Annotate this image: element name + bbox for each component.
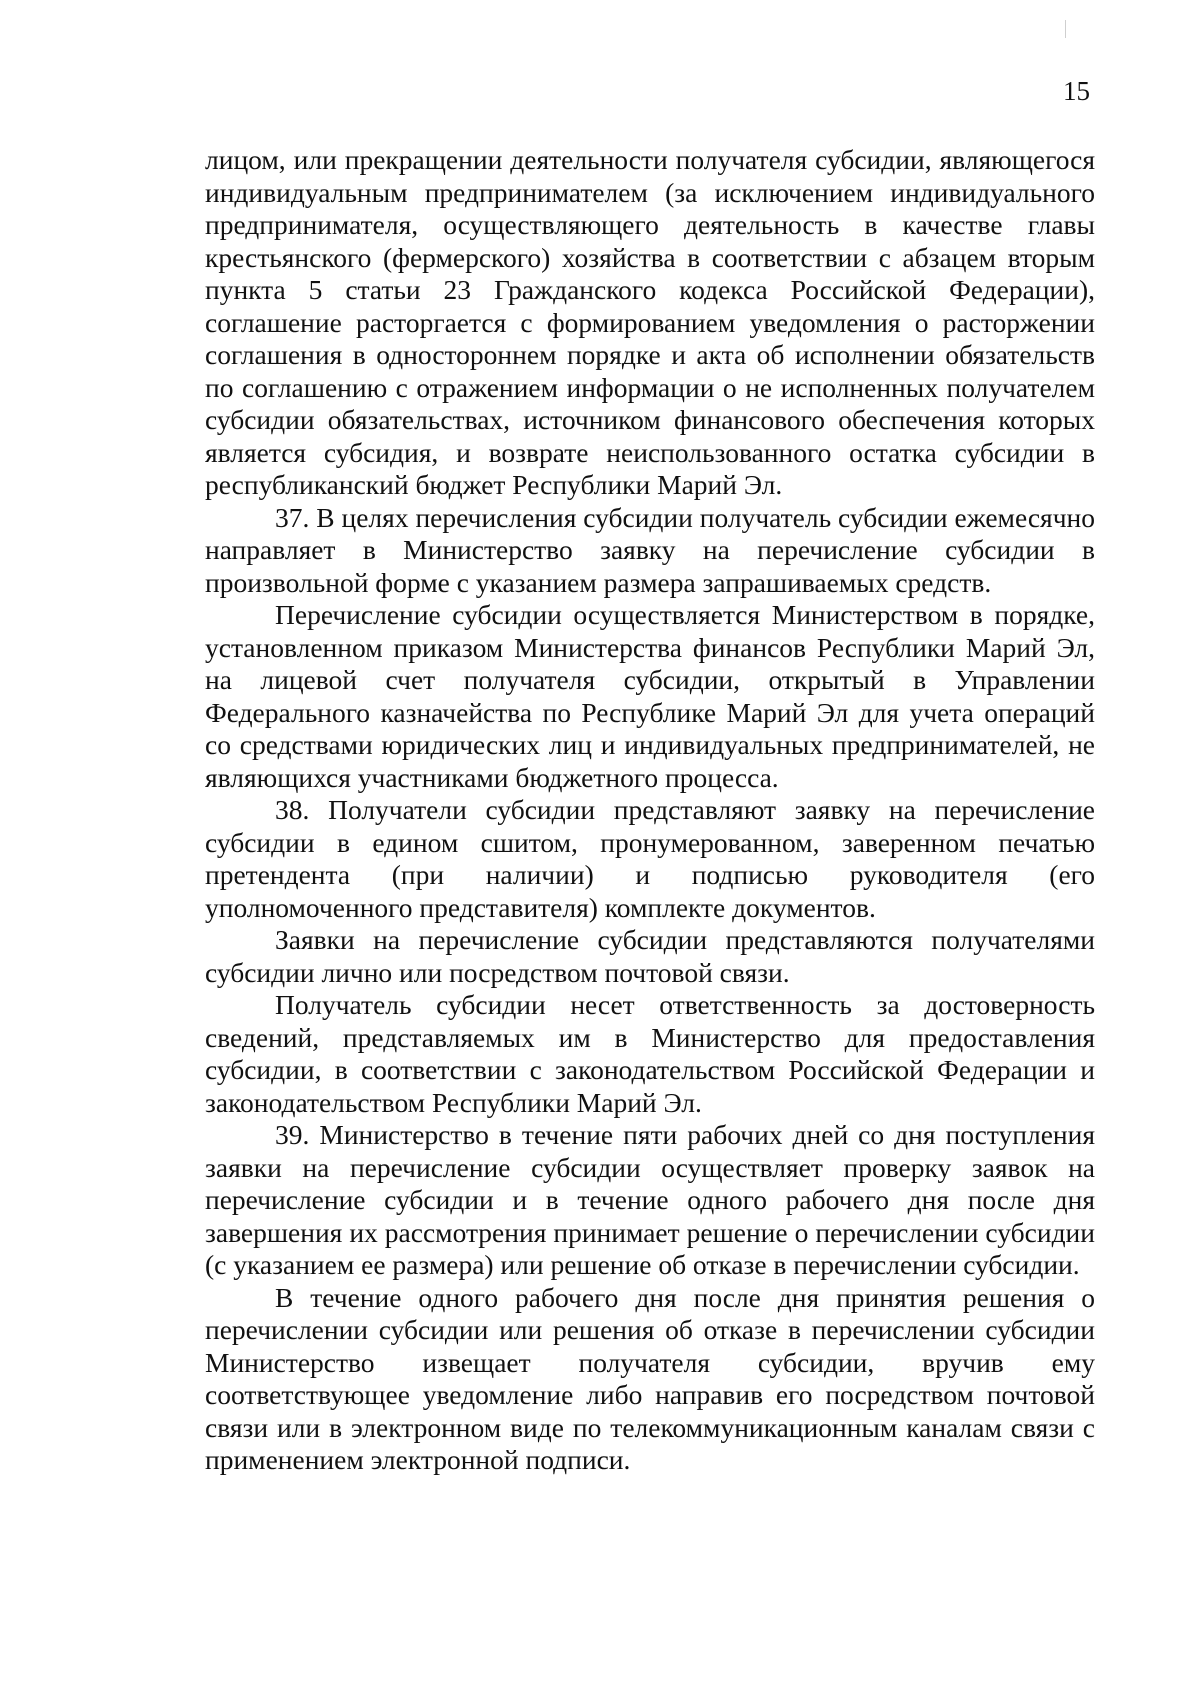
paragraph-responsibility: Получатель субсидии несет ответственность за достоверность сведений, представляемых им в Министерство для предоставления субсидии, в соответствии с законодательством Российской Федерации и законодательством Республики Марий Эл. xyxy=(205,989,1095,1118)
paragraph-item-37: 37. В целях перечисления субсидии получатель субсидии ежемесячно направляет в Министерство заявку на перечисление субсидии в произвольной форме с указанием размера запрашиваемых средств. xyxy=(205,501,1095,598)
paragraph-item-38: 38. Получатели субсидии представляют заявку на перечисление субсидии в едином сшитом, пронумерованном, заверенном печатью претендента (при наличии) и подписью руководителя (его уполномоченного представителя) комплекте документов. xyxy=(205,794,1095,923)
paragraph-continuation: лицом, или прекращении деятельности получателя субсидии, являющегося индивидуальным предпринимателем (за исключением индивидуального предпринимателя, осуществляющего деятельность в качестве главы крестьянского (фермерского) хозяйства в соответствии с абзацем вторым пункта 5 статьи 23 Гражданского кодекса Российской Федерации), соглашение расторгается с формированием уведомления о расторжении соглашения в одностороннем порядке и акта об исполнении обязательств по соглашению с отражением информации о не исполненных получателем субсидии обязательствах, источником финансового обеспечения которых является субсидия, и возврате неиспользованного остатка субсидии в республиканский бюджет Республики Марий Эл. xyxy=(205,144,1095,500)
document-body xyxy=(205,144,1095,1477)
paragraph-item-39: 39. Министерство в течение пяти рабочих дней со дня поступления заявки на перечисление субсидии осуществляет проверку заявок на перечисление субсидии и в течение одного рабочего дня после дня завершения их рассмотрения принимает решение о перечислении субсидии (с указанием ее размера) или решение об отказе в перечислении субсидии. xyxy=(205,1119,1095,1280)
paragraph-application-submission: Заявки на перечисление субсидии представляются получателями субсидии лично или посредством почтовой связи. xyxy=(205,924,1095,988)
paragraph-transfer-procedure: Перечисление субсидии осуществляется Министерством в порядке, установленном приказом Министерства финансов Республики Марий Эл, на лицевой счет получателя субсидии, открытый в Управлении Федерального казначейства по Республике Марий Эл для учета операций со средствами юридических лиц и индивидуальных предпринимателей, не являющихся участниками бюджетного процесса. xyxy=(205,599,1095,793)
scan-artifact xyxy=(1065,20,1066,38)
page-number: 15 xyxy=(1063,76,1090,106)
paragraph-notification: В течение одного рабочего дня после дня принятия решения о перечислении субсидии или решения об отказе в перечислении субсидии Министерство извещает получателя субсидии, вручив ему соответствующее уведомление либо направив его посредством почтовой связи или в электронном виде по телекоммуникационным каналам связи с применением электронной подписи. xyxy=(205,1281,1095,1475)
